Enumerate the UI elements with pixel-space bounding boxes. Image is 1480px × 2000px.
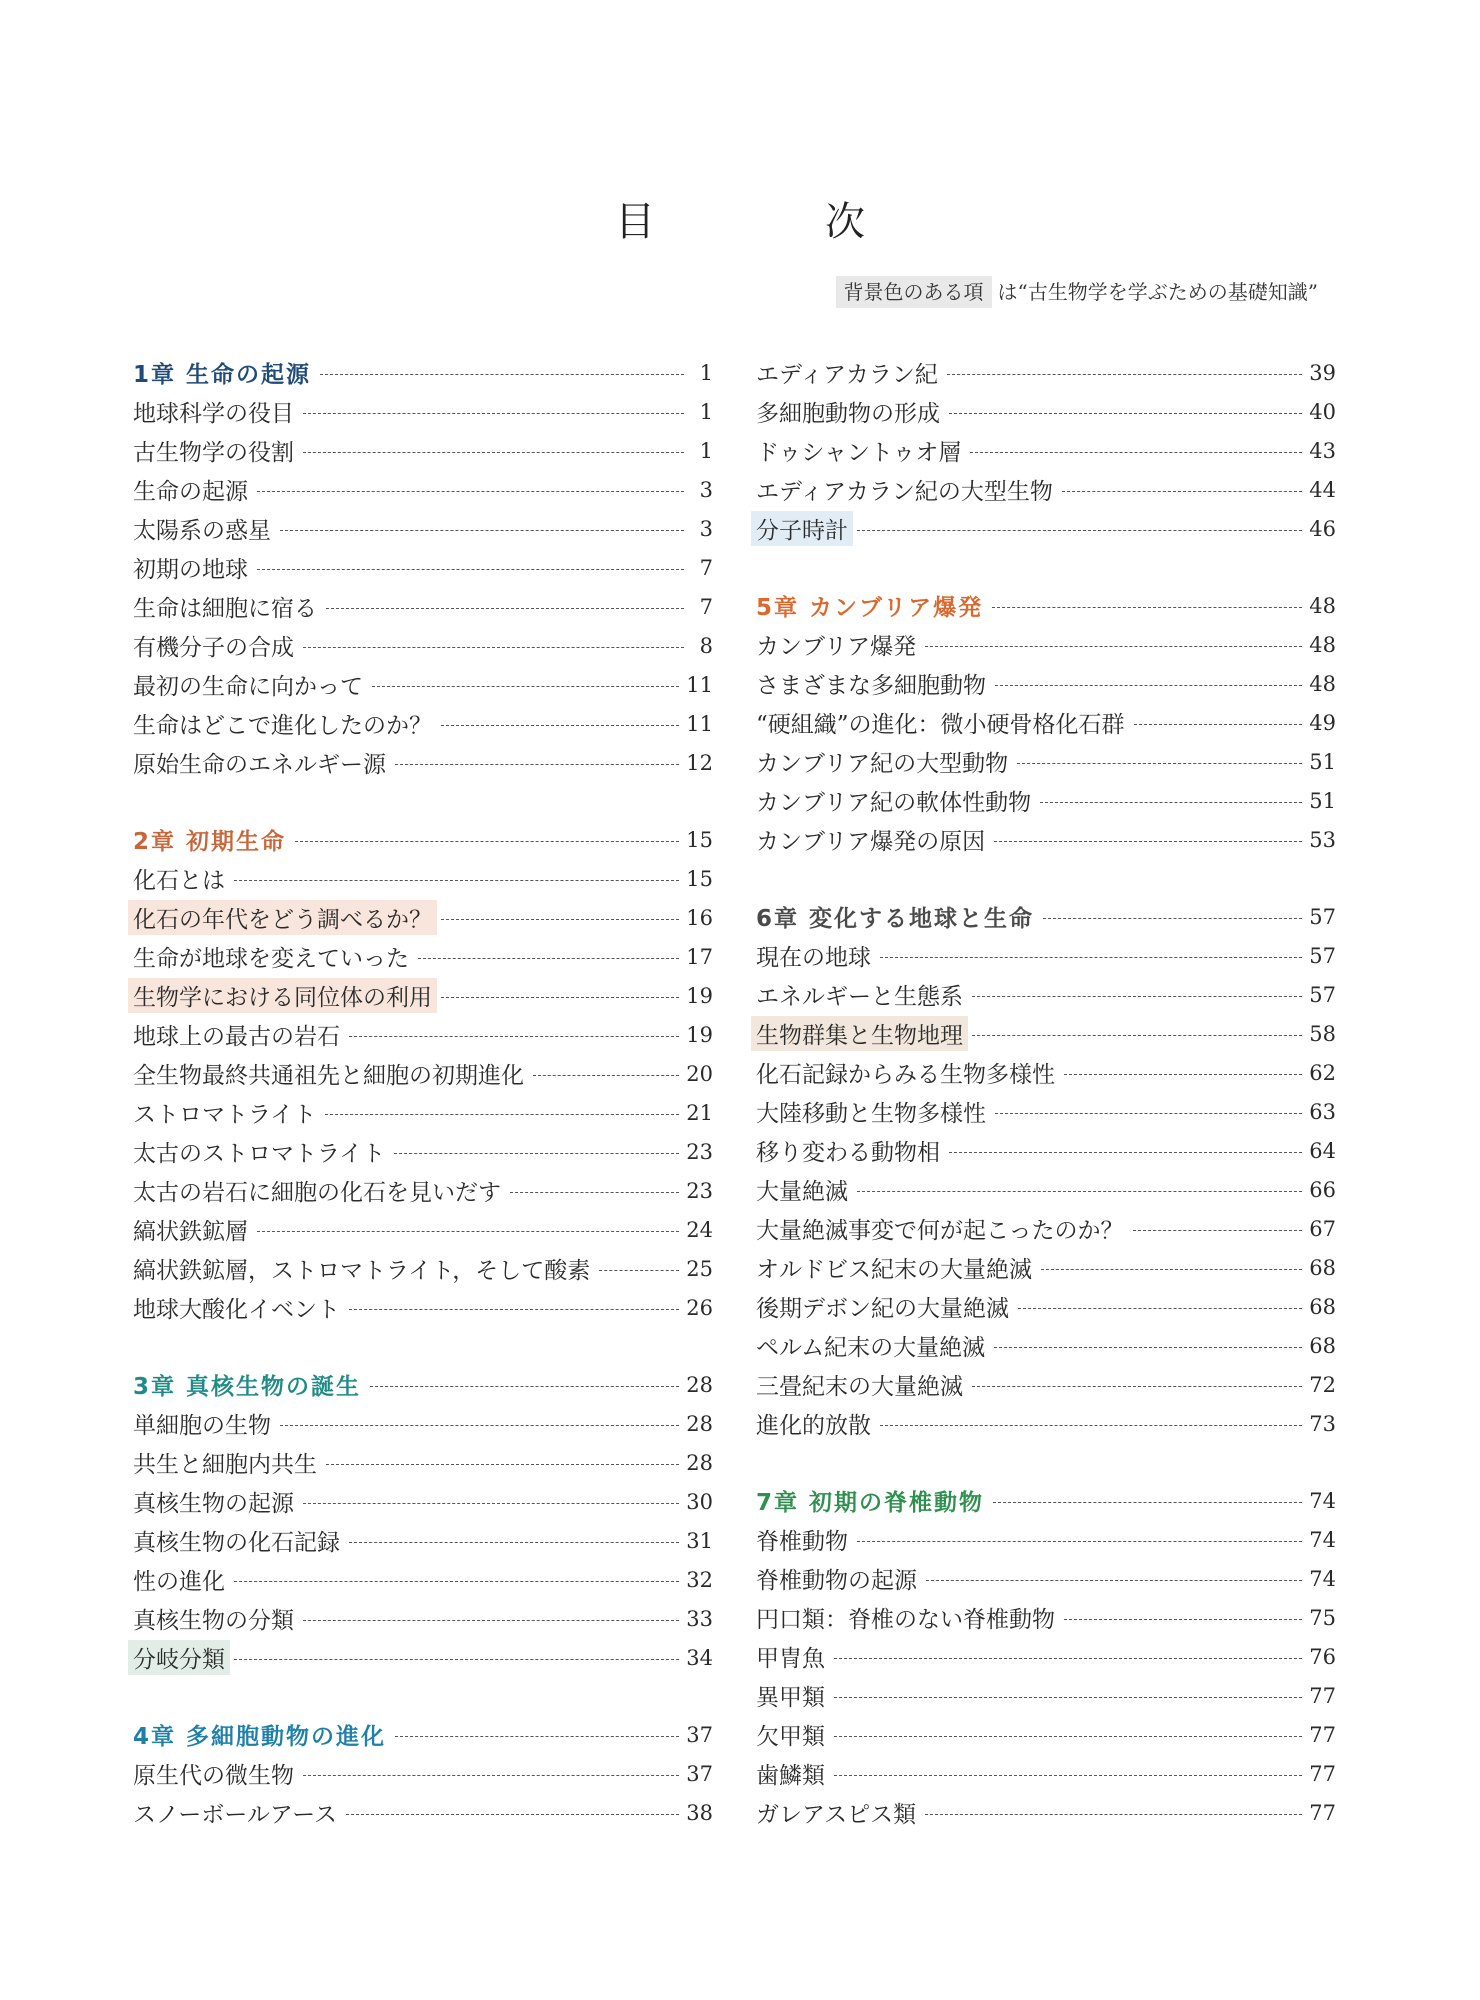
page-number: 48 [1309,632,1336,657]
entry-title: “硬組織”の進化：微小硬骨格化石群 [756,712,1125,738]
dotted-leader [234,880,679,881]
page-number: 63 [1309,1099,1336,1124]
dotted-leader [834,1697,1302,1698]
entry-title: 生命の起源 [133,479,248,505]
toc-entry[interactable] [756,1365,1336,1404]
dotted-leader [295,841,679,842]
entry-title: カンブリア紀の大型動物 [756,751,1009,777]
toc-entry[interactable] [756,1793,1336,1832]
page-number: 48 [1309,671,1336,696]
note-text: は“古生物学を学ぶための基礎知識” [997,280,1318,304]
entry-title: 古生物学の役割 [133,440,294,466]
section-gap [756,859,1336,897]
dotted-leader [1018,1308,1302,1309]
page-number: 44 [1309,477,1336,502]
entry-title: 全生物最終共通祖先と細胞の初期進化 [133,1063,524,1089]
toc-entry[interactable] [756,470,1336,509]
entry-title: 脊椎動物 [756,1529,848,1555]
page-number: 77 [1309,1761,1336,1786]
toc-entry[interactable] [133,1210,713,1249]
toc-entry[interactable] [756,1404,1336,1443]
page-number: 77 [1309,1683,1336,1708]
page-number: 40 [1309,399,1336,424]
toc-entry[interactable] [133,626,713,665]
chapter-title: 4章 多細胞動物の進化 [133,1724,387,1750]
page-number: 19 [686,1022,713,1047]
toc-entry[interactable] [133,1093,713,1132]
toc-entry[interactable] [756,1053,1336,1092]
entry-title: さまざまな多細胞動物 [756,673,986,699]
toc-entry[interactable] [133,392,713,431]
page-number: 28 [686,1450,713,1475]
dotted-leader [993,1502,1302,1503]
page-number: 37 [686,1722,713,1747]
page-number: 20 [686,1061,713,1086]
dotted-leader [995,685,1302,686]
entry-title: 多細胞動物の形成 [756,401,940,427]
dotted-leader [949,1152,1302,1153]
dotted-leader [949,413,1302,414]
toc-entry[interactable] [756,820,1336,859]
entry-title: 生命が地球を変えていった [133,946,409,972]
toc-entry[interactable] [756,1559,1336,1598]
dotted-leader [280,530,684,531]
page-number: 66 [1309,1177,1336,1202]
entry-title: 化石記録からみる生物多様性 [756,1062,1055,1088]
entry-title: スノーボールアース [133,1802,338,1828]
toc-entry[interactable] [133,1171,713,1210]
entry-title: 円口類：脊椎のない脊椎動物 [756,1607,1055,1633]
dotted-leader [395,1736,679,1737]
entry-title: 分子時計 [751,511,853,546]
toc-entry[interactable] [133,1482,713,1521]
entry-title: エネルギーと生態系 [756,984,963,1010]
toc-entry[interactable] [133,1132,713,1171]
toc-entry[interactable] [756,1520,1336,1559]
page-number: 1 [699,399,713,424]
page-number: 3 [699,516,713,541]
dotted-leader [857,1541,1302,1542]
page-number: 7 [699,594,713,619]
page-number: 77 [1309,1800,1336,1825]
toc-entry[interactable] [756,1715,1336,1754]
entry-title: 大陸移動と生物多様性 [756,1101,986,1127]
dotted-leader [303,413,684,414]
dotted-leader [834,1775,1302,1776]
dotted-leader [441,997,679,998]
page-number: 53 [1309,827,1336,852]
dotted-leader [510,1192,679,1193]
toc-chapter-entry[interactable] [133,1365,713,1404]
page-number: 21 [686,1100,713,1125]
chapter-title: 1章 生命の起源 [133,362,312,388]
toc-entry[interactable] [133,704,713,743]
dotted-leader [992,607,1302,608]
page-number: 77 [1309,1722,1336,1747]
page-number: 57 [1309,982,1336,1007]
dotted-leader [1064,1074,1302,1075]
section-gap [756,548,1336,586]
dotted-leader [257,569,684,570]
dotted-leader [972,1386,1302,1387]
toc-entry[interactable] [756,703,1336,742]
dotted-leader [925,646,1302,647]
chapter-title: 5章 カンブリア爆発 [756,595,984,621]
entry-title: カンブリア爆発の原因 [756,829,986,855]
entry-title: 太古のストロマトライト [133,1141,386,1167]
dotted-leader [303,647,684,648]
dotted-leader [1134,724,1303,725]
entry-title: 脊椎動物の起源 [756,1568,917,1594]
page-number: 73 [1309,1411,1336,1436]
entry-title: 異甲類 [756,1685,825,1711]
entry-title: エディアカラン紀 [756,362,938,388]
page-number: 23 [686,1178,713,1203]
toc-entry[interactable] [133,665,713,704]
page-number: 28 [686,1372,713,1397]
toc-right-column [756,353,1336,1832]
page-number: 11 [686,711,713,736]
entry-title: 歯鱗類 [756,1763,825,1789]
page-number: 49 [1309,710,1336,735]
chapter-title: 6章 変化する地球と生命 [756,906,1035,932]
page-number: 62 [1309,1060,1336,1085]
page-number: 1 [699,438,713,463]
toc-entry[interactable] [756,1637,1336,1676]
page-number: 31 [686,1528,713,1553]
dotted-leader [234,1659,679,1660]
toc-entry[interactable] [133,976,713,1015]
entry-title: 大量絶滅 [756,1179,848,1205]
toc-entry[interactable] [756,625,1336,664]
toc-chapter-entry[interactable] [133,1715,713,1754]
dotted-leader [947,374,1302,375]
entry-title: ドゥシャントゥオ層 [756,440,962,466]
toc-entry[interactable] [756,1131,1336,1170]
toc-entry[interactable] [133,1015,713,1054]
dotted-leader [326,1464,679,1465]
dotted-leader [994,841,1302,842]
entry-title: 分岐分類 [128,1640,230,1675]
page-number: 68 [1309,1333,1336,1358]
toc-entry[interactable] [756,1248,1336,1287]
toc-entry[interactable] [133,509,713,548]
toc-entry[interactable] [756,392,1336,431]
page-number: 16 [686,905,713,930]
toc-entry[interactable] [133,548,713,587]
dotted-leader [303,1775,679,1776]
dotted-leader [418,958,679,959]
entry-title: 最初の生命に向かって [133,674,363,700]
toc-left-column [133,353,713,1832]
entry-title: 縞状鉄鉱層 [133,1219,248,1245]
toc-entry[interactable] [133,1638,713,1677]
dotted-leader [972,996,1302,997]
toc-entry[interactable] [756,1209,1336,1248]
toc-entry[interactable] [133,587,713,626]
entry-title: 進化的放散 [756,1413,871,1439]
page-number: 39 [1309,360,1336,385]
entry-title: 真核生物の起源 [133,1491,294,1517]
chapter-title: 3章 真核生物の誕生 [133,1374,362,1400]
page-number: 57 [1309,904,1336,929]
page-number: 23 [686,1139,713,1164]
dotted-leader [303,1503,679,1504]
dotted-leader [533,1075,679,1076]
entry-title: 生物学における同位体の利用 [128,978,437,1013]
section-gap [133,1327,713,1365]
note-sample-box: 背景色のある項 [836,276,992,308]
entry-title: 真核生物の分類 [133,1608,294,1634]
entry-title: 単細胞の生物 [133,1413,271,1439]
entry-title: 三畳紀末の大量絶滅 [756,1374,963,1400]
dotted-leader [326,608,684,609]
entry-title: 化石とは [133,868,225,894]
entry-title: 甲冑魚 [756,1646,825,1672]
dotted-leader [1017,763,1302,764]
page-number: 51 [1309,749,1336,774]
page-number: 74 [1309,1527,1336,1552]
toc-entry[interactable] [756,1326,1336,1365]
page-number: 51 [1309,788,1336,813]
dotted-leader [303,452,684,453]
toc-entry[interactable] [756,664,1336,703]
page-number: 17 [686,944,713,969]
page-number: 7 [699,555,713,580]
section-gap [756,1443,1336,1481]
page-number: 24 [686,1217,713,1242]
page-number: 76 [1309,1644,1336,1669]
toc-chapter-entry[interactable] [133,353,713,392]
entry-title: 共生と細胞内共生 [133,1452,317,1478]
page-number: 25 [686,1256,713,1281]
dotted-leader [995,1113,1302,1114]
page-number: 74 [1309,1566,1336,1591]
dotted-leader [234,1581,679,1582]
page-number: 37 [686,1761,713,1786]
page-number: 58 [1309,1021,1336,1046]
page-number: 30 [686,1489,713,1514]
entry-title: 縞状鉄鉱層，ストロマトライト，そして酸素 [133,1258,591,1284]
dotted-leader [349,1309,679,1310]
dotted-leader [325,1114,679,1115]
page-number: 68 [1309,1294,1336,1319]
dotted-leader [857,1191,1302,1192]
entry-title: 地球上の最古の岩石 [133,1024,340,1050]
toc-entry[interactable] [756,1598,1336,1637]
entry-title: 性の進化 [133,1569,225,1595]
dotted-leader [441,919,679,920]
page-number: 33 [686,1606,713,1631]
page-number: 46 [1309,516,1336,541]
page-number: 15 [686,866,713,891]
toc-entry[interactable] [133,431,713,470]
page-number: 74 [1309,1488,1336,1513]
toc-entry[interactable] [133,898,713,937]
dotted-leader [1043,918,1302,919]
toc-entry[interactable] [756,1170,1336,1209]
entry-title: ガレアスピス類 [756,1802,917,1828]
entry-title: 生物群集と生物地理 [751,1016,968,1051]
dotted-leader [346,1814,679,1815]
entry-title: ペルム紀末の大量絶滅 [756,1335,986,1361]
dotted-leader [1040,802,1302,803]
dotted-leader [925,1814,1302,1815]
entry-title: 太古の岩石に細胞の化石を見いだす [133,1180,501,1206]
page-number: 15 [686,827,713,852]
dotted-leader [257,491,684,492]
dotted-leader [880,957,1302,958]
page-number: 64 [1309,1138,1336,1163]
toc-entry[interactable] [756,742,1336,781]
dotted-leader [926,1580,1302,1581]
page-number: 48 [1309,593,1336,618]
dotted-leader [349,1542,679,1543]
page-number: 11 [686,672,713,697]
dotted-leader [257,1231,679,1232]
toc-entry[interactable] [133,743,713,782]
page-number: 72 [1309,1372,1336,1397]
dotted-leader [372,686,679,687]
toc-entry[interactable] [133,1288,713,1327]
toc-entry[interactable] [756,353,1336,392]
entry-title: 原始生命のエネルギー源 [133,752,386,778]
toc-chapter-entry[interactable] [756,1481,1336,1520]
toc-entry[interactable] [133,1793,713,1832]
toc-entry[interactable] [756,1092,1336,1131]
toc-entry[interactable] [133,1560,713,1599]
dotted-leader [1064,1619,1302,1620]
page-number: 26 [686,1295,713,1320]
entry-title: カンブリア紀の軟体性動物 [756,790,1032,816]
page-number: 1 [699,360,713,385]
dotted-leader [349,1036,679,1037]
page-number: 57 [1309,943,1336,968]
dotted-leader [394,1153,679,1154]
toc-entry[interactable] [756,975,1336,1014]
toc-chapter-entry[interactable] [133,820,713,859]
toc-entry[interactable] [133,1054,713,1093]
chapter-title: 2章 初期生命 [133,829,287,855]
dotted-leader [1133,1230,1303,1231]
dotted-leader [370,1386,679,1387]
entry-title: 太陽系の惑星 [133,518,271,544]
dotted-leader [970,452,1302,453]
toc-entry[interactable] [756,1754,1336,1793]
entry-title: 真核生物の化石記録 [133,1530,340,1556]
entry-title: 有機分子の合成 [133,635,294,661]
page-number: 43 [1309,438,1336,463]
entry-title: 大量絶滅事変で何が起こったのか？ [756,1218,1124,1244]
entry-title: 生命は細胞に宿る [133,596,317,622]
chapter-title: 7章 初期の脊椎動物 [756,1490,985,1516]
entry-title: オルドビス紀末の大量絶滅 [756,1257,1032,1283]
toc-entry[interactable] [756,1287,1336,1326]
page-number: 34 [686,1645,713,1670]
section-gap [133,1677,713,1715]
toc-entry[interactable] [133,1249,713,1288]
page-number: 12 [686,750,713,775]
section-gap [133,782,713,820]
toc-entry[interactable] [133,937,713,976]
page-number: 68 [1309,1255,1336,1280]
dotted-leader [834,1658,1302,1659]
dotted-leader [395,764,679,765]
toc-entry[interactable] [756,1676,1336,1715]
dotted-leader [834,1736,1302,1737]
page-number: 28 [686,1411,713,1436]
dotted-leader [1041,1269,1302,1270]
entry-title: 化石の年代をどう調べるか？ [128,900,437,935]
legend-note [836,276,1318,305]
dotted-leader [303,1620,679,1621]
entry-title: 生命はどこで進化したのか？ [133,713,432,739]
toc-entry[interactable] [756,1014,1336,1053]
toc-entry[interactable] [756,936,1336,975]
entry-title: 地球大酸化イベント [133,1297,340,1323]
dotted-leader [1062,491,1302,492]
entry-title: カンブリア爆発 [756,634,917,660]
toc-entry[interactable] [133,1404,713,1443]
entry-title: 地球科学の役目 [133,401,294,427]
toc-entry[interactable] [133,1754,713,1793]
page-number: 67 [1309,1216,1336,1241]
dotted-leader [280,1425,679,1426]
entry-title: 初期の地球 [133,557,248,583]
entry-title: エディアカラン紀の大型生物 [756,479,1053,505]
entry-title: 現在の地球 [756,945,871,971]
page-number: 32 [686,1567,713,1592]
toc-entry[interactable] [756,509,1336,548]
toc-entry[interactable] [133,470,713,509]
dotted-leader [972,1035,1302,1036]
entry-title: 原生代の微生物 [133,1763,294,1789]
dotted-leader [599,1270,679,1271]
page-number: 8 [699,633,713,658]
toc-chapter-entry[interactable] [756,586,1336,625]
entry-title: 欠甲類 [756,1724,825,1750]
page-number: 19 [686,983,713,1008]
dotted-leader [880,1425,1302,1426]
dotted-leader [857,530,1302,531]
toc-chapter-entry[interactable] [756,897,1336,936]
page-number: 75 [1309,1605,1336,1630]
toc-entry[interactable] [133,1443,713,1482]
page-number: 38 [686,1800,713,1825]
toc-entry[interactable] [756,781,1336,820]
dotted-leader [320,374,684,375]
page-number: 3 [699,477,713,502]
entry-title: 後期デボン紀の大量絶滅 [756,1296,1009,1322]
dotted-leader [994,1347,1302,1348]
toc-entry[interactable] [133,1521,713,1560]
toc-entry[interactable] [133,859,713,898]
toc-entry[interactable] [133,1599,713,1638]
page-title: 目次 [615,199,1035,245]
toc-entry[interactable] [756,431,1336,470]
dotted-leader [441,725,679,726]
entry-title: ストロマトライト [133,1102,317,1128]
entry-title: 移り変わる動物相 [756,1140,940,1166]
